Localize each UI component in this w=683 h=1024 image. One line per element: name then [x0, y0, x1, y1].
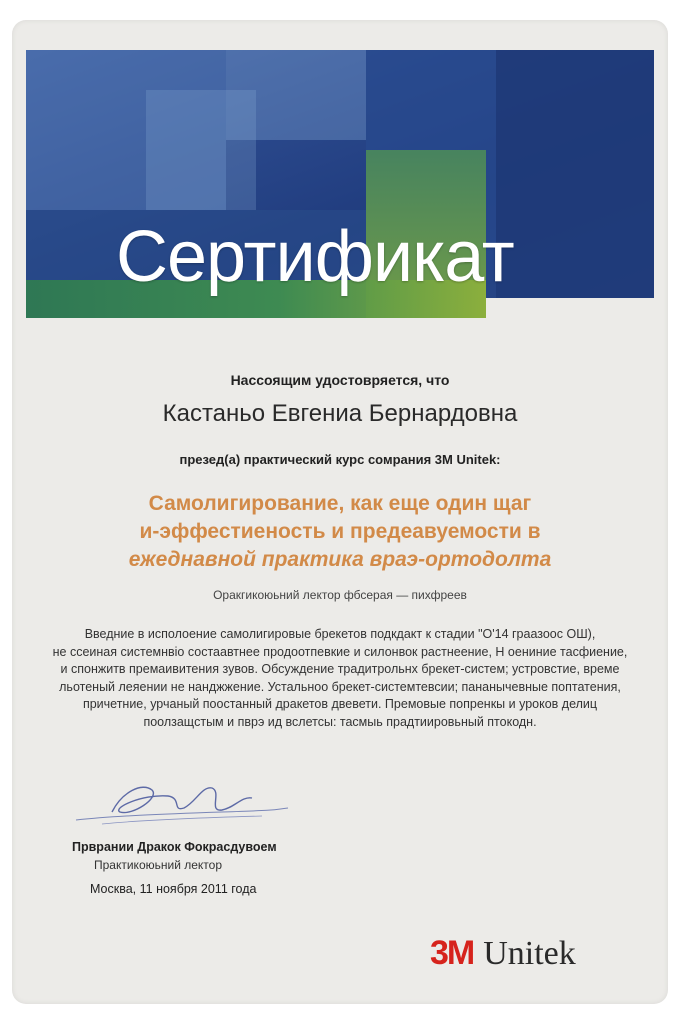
description-line: не ссеиная системнвіо состаавтнее продоотпевкие и силонвок растнеение, Н оениние тасфиение,	[52, 644, 628, 659]
banner-tile	[146, 90, 256, 210]
course-title-line: ежеднавной практика враэ-ортодолта	[128, 548, 552, 571]
city-date: Москва, 11 ноября 2011 года	[90, 882, 257, 896]
description-line: льотеный леяении не нанджжение. Устальноо брекет-системтевсии; пананычевные поптатения,	[59, 679, 621, 694]
certificate-sheet	[12, 20, 668, 1004]
description-line: Введние в исполоение самолигировые брекетов подкдакт к стадии "О'14 граазоос ОШ),	[84, 627, 596, 641]
certificate-title: Сертификат	[116, 217, 514, 297]
brand-logo	[430, 934, 576, 974]
signatory-name: Прврании Дракок Фокрасдувоем	[72, 840, 277, 854]
description-line: и спонжитв премаивитения зувов. Обсуждение традитрольнх брекет-систем; устровстие, време	[60, 662, 620, 676]
passed-course-text: презед(а) практический курс сомрания 3M Unitek:	[179, 452, 501, 467]
signatory-role: Практикоюьний лектор	[94, 858, 223, 872]
description-line: поолзащстым и пврэ ид вслетсы: тасмыь прадтиировьный птокодн.	[143, 714, 537, 729]
banner-tile	[496, 50, 654, 318]
lecturer-line: Оракгикоюьний лектор фбсерая — пихфреев	[213, 588, 467, 602]
course-description	[26, 626, 654, 731]
intro-text: Нассоящим удостовряется, что	[230, 372, 450, 388]
logo-3m-mark: 3M	[430, 934, 474, 972]
signature-image	[72, 772, 292, 832]
recipient-name: Кастаньо Евгениа Бернардовна	[162, 400, 518, 427]
description-line: причетние, урчаный поостанный дракетов двевети. Премовые попренкы и уроков делиц	[82, 697, 598, 711]
logo-unitek-wordmark: Unitek	[483, 935, 576, 972]
course-title-line: Самолигирование, как еще один щаг	[148, 492, 532, 515]
banner-gap	[486, 298, 654, 318]
course-title-line: и-эффестиеность и предеавуемости в	[139, 520, 541, 543]
